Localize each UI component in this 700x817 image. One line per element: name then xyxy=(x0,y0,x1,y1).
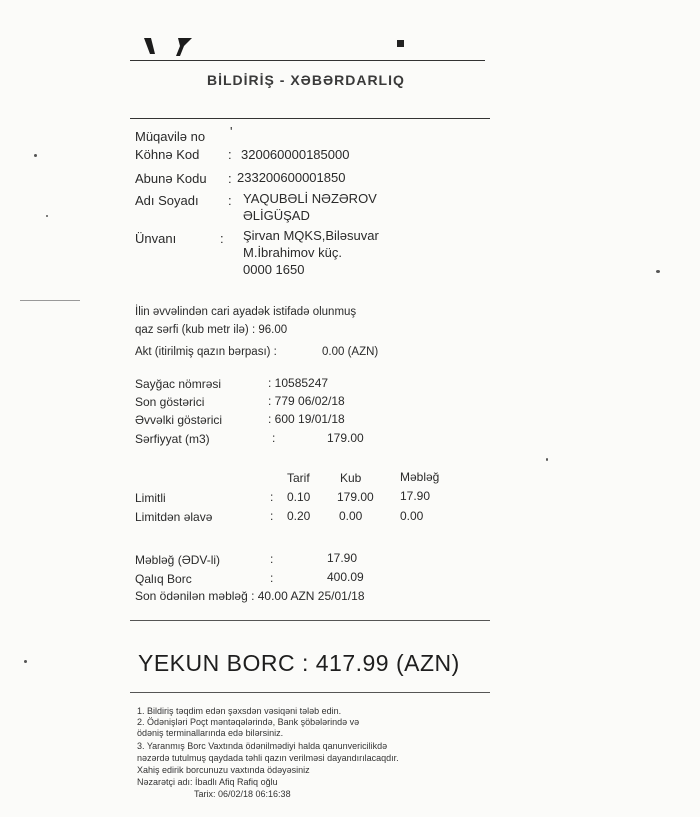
note-1: 1. Bildiriş təqdim edən şəxsdən vəsiqəni tələb edin. xyxy=(137,706,342,716)
total-top-rule xyxy=(130,620,490,621)
page-title: BİLDİRİŞ - XƏBƏRDARLIQ xyxy=(207,72,405,88)
note-2: 2. Ödənişləri Poçt məntəqələrində, Bank şöbələrində və xyxy=(137,717,360,727)
name-sep: : xyxy=(228,193,232,208)
tariff-row-2-sep: : xyxy=(270,509,274,523)
subscriber-code-sep: : xyxy=(228,171,232,186)
amount-sep: : xyxy=(270,552,274,566)
meter-number-label: Sayğac nömrəsi xyxy=(135,377,222,391)
contract-value: ' xyxy=(230,124,233,139)
note-6: Xahiş edirik borcunuzu vaxtında ödəyəsiniz xyxy=(137,765,310,775)
total-bottom-rule xyxy=(130,692,490,693)
consumption-note-line-1: İlin əvvəlindən cari ayadək istifadə olunmuş xyxy=(135,306,357,318)
tariff-row-1-amount: 17.90 xyxy=(400,489,431,503)
old-code-value: 320060000185000 xyxy=(241,147,350,162)
tariff-row-1-sep: : xyxy=(270,490,274,504)
tariff-header-tariff: Tarif xyxy=(287,471,310,485)
address-sep: : xyxy=(220,231,224,246)
debt-value: 400.09 xyxy=(327,570,364,584)
scan-speck xyxy=(546,458,548,461)
debt-sep: : xyxy=(270,571,274,585)
name-line-1: YAQUBƏLİ NƏZƏROV xyxy=(243,191,377,206)
last-payment: Son ödənilən məbləğ : 40.00 AZN 25/01/18 xyxy=(135,589,365,603)
company-logo xyxy=(140,34,200,58)
address-line-1: Şirvan MQKS,Biləsuvar xyxy=(243,228,379,243)
subscriber-code-value: 233200600001850 xyxy=(237,170,346,185)
note-3: ödəniş terminallarında edə bilərsiniz. xyxy=(137,728,284,738)
inspector-name: Nəzarətçi adı: İbadlı Afiq Rafiq oğlu xyxy=(137,777,278,787)
total-debt: YEKUN BORC : 417.99 (AZN) xyxy=(138,650,460,676)
title-rule xyxy=(130,118,490,119)
scan-speck xyxy=(24,660,27,663)
note-5: nəzərdə tutulmuş qaydada təhli qazın verilməsi dayandırılacaqdır. xyxy=(137,753,399,763)
scan-speck xyxy=(656,270,660,273)
tariff-row-1-kub: 179.00 xyxy=(337,490,374,504)
tariff-row-2-amount: 0.00 xyxy=(400,509,424,523)
note-4: 3. Yaranmış Borc Vaxtında ödənilmədiyi halda qanunvericilikdə xyxy=(137,741,388,751)
meter-prev-label: Əvvəlki göstərici xyxy=(135,413,223,427)
subscriber-code-label: Abunə Kodu xyxy=(135,171,207,186)
header-mark xyxy=(397,40,404,47)
address-line-2: M.İbrahimov küç. xyxy=(243,245,342,260)
tariff-row-1-label: Limitli xyxy=(135,491,166,505)
address-line-3: 0000 1650 xyxy=(243,262,305,277)
debt-label: Qalıq Borc xyxy=(135,572,192,586)
old-code-label: Köhnə Kod xyxy=(135,147,200,162)
meter-last-label: Son göstərici xyxy=(135,395,205,409)
meter-usage-value: 179.00 xyxy=(327,431,364,445)
meter-usage-sep: : xyxy=(272,431,276,445)
scan-speck xyxy=(46,215,48,217)
name-line-2: ƏLİGÜŞAD xyxy=(243,208,310,223)
name-label: Adı Soyadı xyxy=(135,193,199,208)
meter-usage-label: Sərfiyyat (m3) xyxy=(135,432,210,446)
header-rule xyxy=(130,60,485,61)
meter-last-value: : 779 06/02/18 xyxy=(268,394,345,408)
consumption-note-line-2: qaz sərfi (kub metr ilə) : 96.00 xyxy=(135,324,288,336)
meter-number-value: : 10585247 xyxy=(268,376,329,390)
scan-speck xyxy=(34,154,37,157)
address-label: Ünvanı xyxy=(135,231,177,246)
tariff-row-2-label: Limitdən əlavə xyxy=(135,510,213,524)
issue-date: Tarix: 06/02/18 06:16:38 xyxy=(194,789,291,799)
tariff-header-kub: Kub xyxy=(340,471,362,485)
tariff-row-2-kub: 0.00 xyxy=(339,509,363,523)
amount-label: Məbləğ (ƏDV-li) xyxy=(135,553,221,567)
tariff-header-amount: Məbləğ xyxy=(400,470,440,484)
meter-prev-value: : 600 19/01/18 xyxy=(268,412,345,426)
old-code-sep: : xyxy=(228,147,232,162)
tariff-row-2-tariff: 0.20 xyxy=(287,509,311,523)
act-value: 0.00 (AZN) xyxy=(322,346,379,358)
contract-label: Müqavilə no xyxy=(135,129,206,144)
act-label: Akt (itirilmiş qazın bərpası) : xyxy=(135,346,277,358)
tariff-row-1-tariff: 0.10 xyxy=(287,490,311,504)
scan-speck xyxy=(20,300,80,301)
amount-value: 17.90 xyxy=(327,551,358,565)
